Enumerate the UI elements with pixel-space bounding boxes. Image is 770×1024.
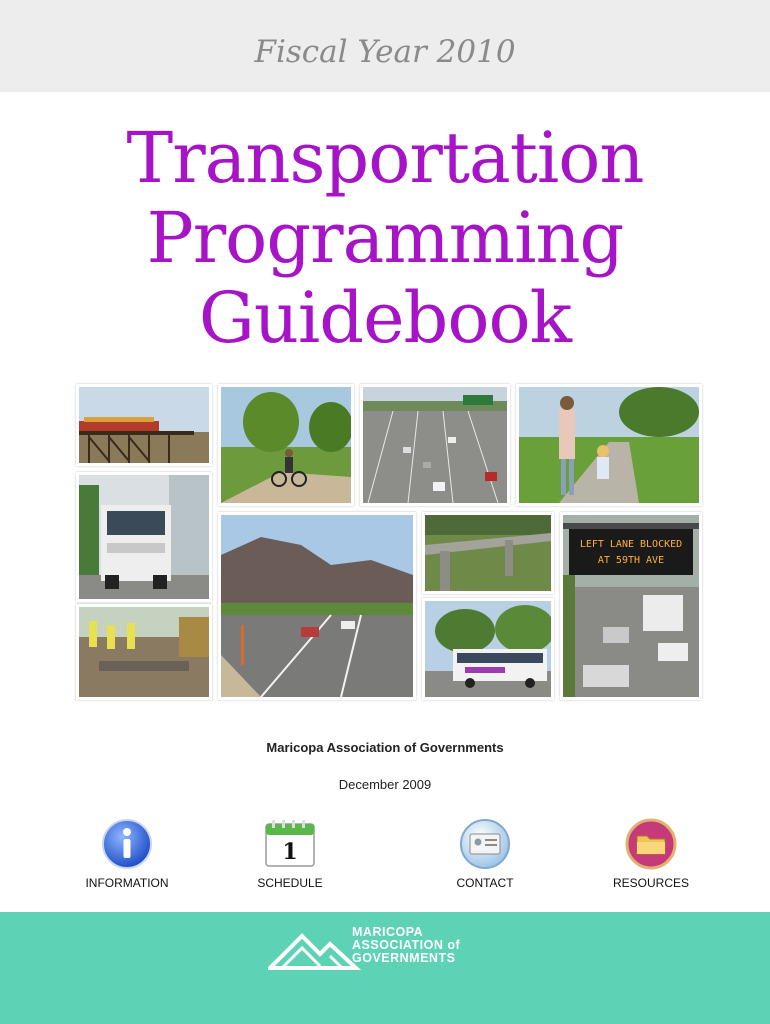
photo-traffic-sign — [560, 512, 702, 700]
title-line-3: Guidebook — [198, 277, 572, 359]
title-line-1: Transportation — [126, 117, 644, 199]
photo-mountain-road — [218, 512, 416, 700]
document-title — [0, 118, 770, 358]
nav-information[interactable] — [62, 818, 192, 890]
footer-logo-line-1: MARICOPA — [352, 925, 424, 939]
publication-date: December 2009 — [338, 777, 432, 792]
sign-text-line-2: AT 59TH AVE — [597, 555, 665, 566]
nav-resources[interactable] — [586, 818, 716, 890]
sign-text-line-1: LEFT LANE BLOCKED — [579, 539, 683, 550]
nav-information-label: INFORMATION — [85, 876, 169, 890]
calendar-icon — [262, 818, 318, 870]
photo-train-bridge — [76, 384, 212, 466]
photo-transit-bus — [422, 598, 554, 700]
fiscal-year-heading: Fiscal Year 2010 — [254, 34, 516, 70]
nav-resources-label: RESOURCES — [612, 876, 689, 890]
info-icon — [101, 818, 153, 870]
photo-utility-truck — [76, 472, 212, 602]
photo-highway-bridge — [422, 512, 554, 594]
footer-logo-line-3: GOVERNMENTS — [352, 951, 456, 965]
publisher-organization: Maricopa Association of Governments — [266, 740, 504, 755]
contact-card-icon — [459, 818, 511, 870]
title-line-2: Programming — [146, 197, 624, 279]
footer-logo-line-2: ASSOCIATION of — [352, 938, 461, 952]
nav-schedule-label: SCHEDULE — [257, 876, 323, 890]
photo-construction-workers — [76, 604, 212, 700]
nav-contact-label: CONTACT — [456, 876, 514, 890]
nav-schedule[interactable] — [225, 818, 355, 890]
photo-freeway — [360, 384, 510, 506]
folder-icon — [625, 818, 677, 870]
footer-logo-text — [352, 926, 460, 965]
photo-cyclist-park — [218, 384, 354, 506]
calendar-day-number: 1 — [282, 839, 298, 865]
nav-contact[interactable] — [420, 818, 550, 890]
photo-pedestrians-path — [516, 384, 702, 506]
